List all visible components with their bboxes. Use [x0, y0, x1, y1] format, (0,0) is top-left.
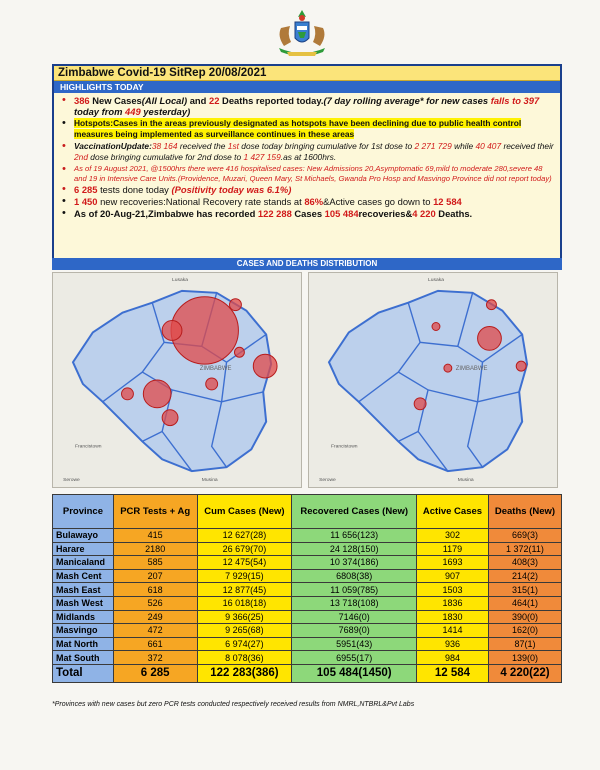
cell-recovered: 7689(0)	[292, 624, 417, 638]
footnote: *Provinces with new cases but zero PCR tests conducted respectively received results from NMRL,NTBRL&Pvt Labs	[52, 701, 415, 708]
highlight-cumulative: • As of 20-Aug-21,Zimbabwe has recorded 122 288 Cases 105 484recoveries&4 220 Deaths.	[60, 208, 554, 219]
total-cell-recovered: 105 484(1450)	[292, 664, 417, 682]
cell-cum-cases: 9 265(68)	[197, 624, 292, 638]
map-label: Lusaka	[172, 277, 188, 283]
highlights-list	[54, 93, 560, 219]
cell-pcr-tests: 2180	[113, 542, 197, 556]
header-pcr-tests: PCR Tests + Ag	[113, 495, 197, 529]
cell-cum-cases: 12 627(28)	[197, 529, 292, 543]
total-cell-cum-cases: 122 283(386)	[197, 664, 292, 682]
cell-recovered: 13 718(108)	[292, 596, 417, 610]
cell-pcr-tests: 526	[113, 596, 197, 610]
cell-province: Harare	[53, 542, 114, 556]
map-label: Serowe	[319, 478, 336, 484]
total-cell-deaths: 4 220(22)	[488, 664, 561, 682]
cases-deaths-heading: CASES AND DEATHS DISTRIBUTION	[52, 258, 562, 270]
cell-active: 907	[417, 569, 489, 583]
header-cum-cases: Cum Cases (New)	[197, 495, 292, 529]
cell-cum-cases: 8 078(36)	[197, 651, 292, 665]
map-label: Musina	[201, 478, 218, 484]
table-row	[53, 596, 562, 610]
cell-recovered: 11 656(123)	[292, 529, 417, 543]
cell-province: Mat North	[53, 637, 114, 651]
cell-pcr-tests: 415	[113, 529, 197, 543]
table-row	[53, 569, 562, 583]
cell-deaths: 315(1)	[488, 583, 561, 597]
map-label: ZIMBABWE	[199, 366, 232, 373]
cell-recovered: 11 059(785)	[292, 583, 417, 597]
cell-active: 984	[417, 651, 489, 665]
deaths-map-svg	[309, 273, 557, 487]
header-province: Province	[53, 495, 114, 529]
table-row	[53, 529, 562, 543]
highlight-hotspots: • Hotspots:Cases in the areas previously designated as hotspots have been declining due to public health control measures being implemented as surveillance continues in these areas	[60, 118, 554, 140]
coat-of-arms-icon	[257, 8, 347, 60]
cell-province: Mash Cent	[53, 569, 114, 583]
total-cell-pcr-tests: 6 285	[113, 664, 197, 682]
cell-cum-cases: 12 475(54)	[197, 556, 292, 570]
highlight-vaccination: • VaccinationUpdate:38 164 received the 1st dose today bringing cumulative for 1st dose to 2 271 729 while 40 407 received their 2nd dose bringing cumulative for 2nd dose to 1 427 159.as at 1600hrs.	[60, 141, 554, 163]
cell-active: 1414	[417, 624, 489, 638]
cell-deaths: 464(1)	[488, 596, 561, 610]
cell-province: Manicaland	[53, 556, 114, 570]
cell-active: 1179	[417, 542, 489, 556]
highlights-panel	[52, 64, 562, 270]
total-cell-province: Total	[53, 664, 114, 682]
table-row	[53, 637, 562, 651]
cell-pcr-tests: 249	[113, 610, 197, 624]
highlight-hospitalised: • As of 19 August 2021, @1500hrs there were 416 hospitalised cases: New Admissions 20,Asymptomatic 69,mild to moderate 280,severe 48 and 19 in Intensive Care Units.(Providence, Muzari, Queen Mary, St Michaels, Gwanda Pro Hosp and Masvingo Province did not report today)	[60, 164, 554, 183]
map-label: Lusaka	[428, 277, 444, 283]
cell-deaths: 87(1)	[488, 637, 561, 651]
table-row	[53, 556, 562, 570]
cell-deaths: 162(0)	[488, 624, 561, 638]
cell-pcr-tests: 618	[113, 583, 197, 597]
table-header-row	[53, 495, 562, 529]
cell-recovered: 24 128(150)	[292, 542, 417, 556]
highlight-new-cases: • 386 New Cases(All Local) and 22 Deaths reported today.(7 day rolling average* for new cases falls to 397 today from 449 yesterday)	[60, 95, 554, 117]
map-label: Serowe	[63, 478, 80, 484]
table-row	[53, 542, 562, 556]
cell-cum-cases: 12 877(45)	[197, 583, 292, 597]
table-total-row	[53, 664, 562, 682]
cell-recovered: 6808(38)	[292, 569, 417, 583]
cell-recovered: 5951(43)	[292, 637, 417, 651]
cell-deaths: 669(3)	[488, 529, 561, 543]
map-label: Francistown	[74, 444, 102, 450]
cell-province: Mash West	[53, 596, 114, 610]
cases-map	[52, 272, 302, 488]
cell-cum-cases: 16 018(18)	[197, 596, 292, 610]
highlight-tests: • 6 285 tests done today (Positivity today was 6.1%)	[60, 184, 554, 195]
cell-province: Midlands	[53, 610, 114, 624]
total-cell-active: 12 584	[417, 664, 489, 682]
cell-province: Bulawayo	[53, 529, 114, 543]
cell-deaths: 408(3)	[488, 556, 561, 570]
cell-cum-cases: 6 974(27)	[197, 637, 292, 651]
cell-province: Masvingo	[53, 624, 114, 638]
deaths-map	[308, 272, 558, 488]
table-row	[53, 583, 562, 597]
cell-active: 1503	[417, 583, 489, 597]
map-label: ZIMBABWE	[455, 366, 488, 373]
cell-province: Mash East	[53, 583, 114, 597]
cell-deaths: 1 372(11)	[488, 542, 561, 556]
cases-map-svg	[53, 273, 301, 487]
cell-pcr-tests: 472	[113, 624, 197, 638]
cell-deaths: 139(0)	[488, 651, 561, 665]
province-table	[52, 494, 562, 683]
table-row	[53, 651, 562, 665]
cell-pcr-tests: 207	[113, 569, 197, 583]
cell-recovered: 10 374(186)	[292, 556, 417, 570]
cell-recovered: 6955(17)	[292, 651, 417, 665]
cell-active: 1830	[417, 610, 489, 624]
cell-cum-cases: 26 679(70)	[197, 542, 292, 556]
cell-pcr-tests: 661	[113, 637, 197, 651]
cell-province: Mat South	[53, 651, 114, 665]
map-label: Musina	[457, 478, 474, 484]
cell-active: 302	[417, 529, 489, 543]
table-row	[53, 624, 562, 638]
cell-pcr-tests: 585	[113, 556, 197, 570]
table-row	[53, 610, 562, 624]
header-deaths: Deaths (New)	[488, 495, 561, 529]
highlights-heading: HIGHLIGHTS TODAY	[54, 81, 560, 93]
cell-active: 1693	[417, 556, 489, 570]
cell-cum-cases: 9 366(25)	[197, 610, 292, 624]
cell-active: 936	[417, 637, 489, 651]
header-active: Active Cases	[417, 495, 489, 529]
table-body	[53, 529, 562, 683]
cell-recovered: 7146(0)	[292, 610, 417, 624]
cell-cum-cases: 7 929(15)	[197, 569, 292, 583]
cell-deaths: 214(2)	[488, 569, 561, 583]
cell-active: 1836	[417, 596, 489, 610]
report-title: Zimbabwe Covid-19 SitRep 20/08/2021	[54, 66, 560, 81]
header-recovered: Recovered Cases (New)	[292, 495, 417, 529]
cell-pcr-tests: 372	[113, 651, 197, 665]
highlight-recoveries: • 1 450 new recoveries:National Recovery rate stands at 86%&Active cases go down to 12 584	[60, 196, 554, 207]
map-label: Francistown	[330, 444, 358, 450]
cell-deaths: 390(0)	[488, 610, 561, 624]
